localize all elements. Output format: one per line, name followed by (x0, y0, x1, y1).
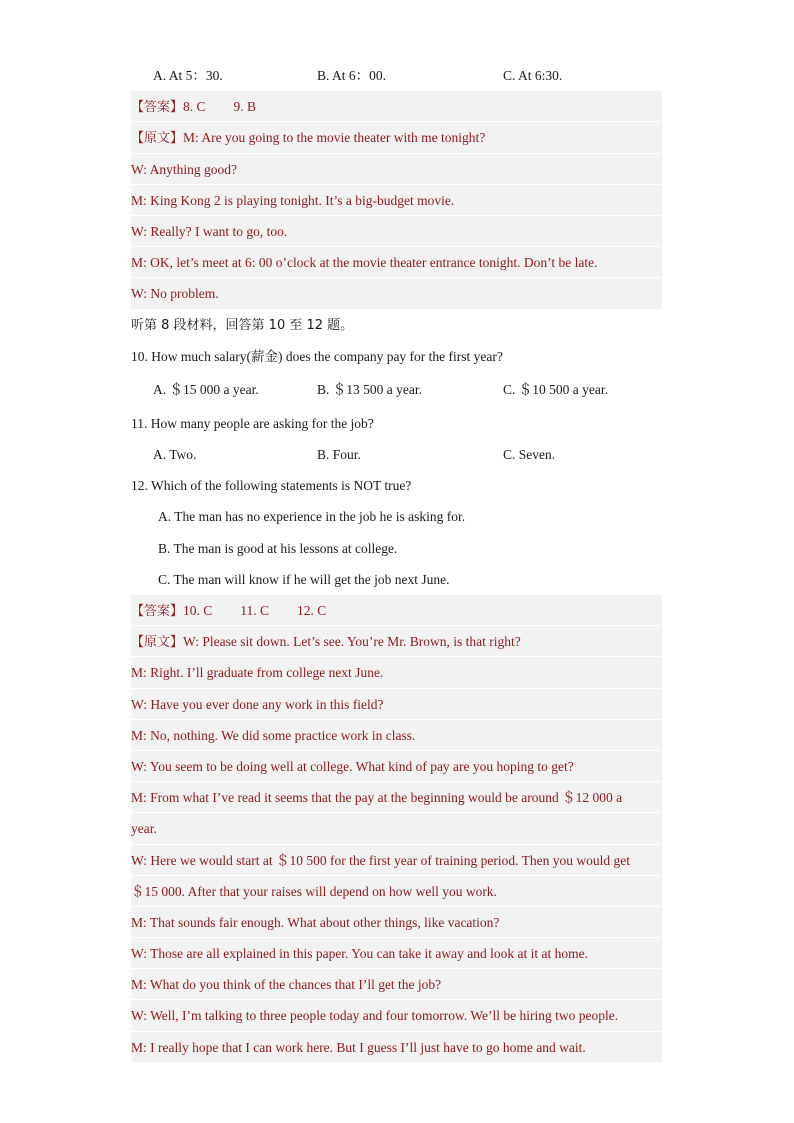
q10-option-a: A. ＄15 000 a year. (153, 381, 259, 397)
answer-12: 12. C (297, 603, 327, 618)
transcript-line: W: No problem. (131, 278, 662, 309)
q9-option-b: B. At 6：00. (317, 68, 387, 83)
q12-option-c: C. The man will know if he will get the job next June. (158, 571, 450, 587)
transcript-line: M: OK, let’s meet at 6: 00 o’clock at the movie theater entrance tonight. Don’t be late. (131, 247, 662, 278)
transcript-line: W: Well, I’m talking to three people today and four tomorrow. We’ll be hiring two people. (131, 1000, 662, 1031)
transcript-line: W: Really? I want to go, too. (131, 216, 662, 247)
transcript-line: M: King Kong 2 is playing tonight. It’s a big-budget movie. (131, 185, 662, 216)
transcript-line: 【原文】M: Are you going to the movie theater with me tonight? (131, 122, 662, 153)
answer-8-9 (131, 91, 662, 122)
transcript-line: W: Those are all explained in this paper. You can take it away and look at it at home. (131, 938, 662, 969)
transcript-line: M: Right. I’ll graduate from college next June. (131, 657, 662, 688)
transcript-line: M: No, nothing. We did some practice work in class. (131, 720, 662, 751)
transcript-line: M: What do you think of the chances that I’ll get the job? (131, 969, 662, 1000)
q12-question: 12. Which of the following statements is NOT true? (131, 478, 412, 494)
q10-option-b: B. ＄13 500 a year. (317, 381, 422, 397)
transcript-line: 【原文】W: Please sit down. Let’s see. You’re Mr. Brown, is that right? (131, 626, 662, 657)
document-page (131, 60, 662, 1063)
q11-option-b: B. Four. (317, 447, 361, 463)
transcript-line: M: From what I’ve read it seems that the pay at the beginning would be around ＄12 000 a (131, 782, 662, 813)
answer-label: 【答案】 (131, 100, 184, 116)
q9-option-c: C. At 6:30. (503, 68, 563, 83)
transcript-label: 【原文】 (131, 131, 184, 147)
q10-question: 10. How much salary(薪金) does the company pay for the first year? (131, 348, 503, 364)
transcript-line: W: You seem to be doing well at college. What kind of pay are you hoping to get? (131, 751, 662, 782)
answer-10-12 (131, 595, 662, 626)
q12-option-b: B. The man is good at his lessons at college. (158, 540, 398, 556)
section-heading: 听第 8 段材料，回答第 10 至 12 题。 (131, 317, 354, 333)
answer-label: 【答案】 (131, 604, 184, 619)
transcript-line: W: Here we would start at ＄10 500 for the first year of training period. Then you would get (131, 845, 662, 876)
answer-11: 11. C (240, 603, 270, 618)
q10-options (131, 372, 662, 408)
transcript-line: W: Anything good? (131, 154, 662, 185)
transcript-label: 【原文】 (131, 635, 184, 651)
q9-options (131, 60, 662, 91)
q11-option-c: C. Seven. (503, 447, 556, 463)
q11-option-a: A. Two. (153, 447, 197, 463)
transcript-line: ＄15 000. After that your raises will depend on how well you work. (131, 876, 662, 907)
transcript-line: year. (131, 813, 662, 844)
q11-question: 11. How many people are asking for the job? (131, 415, 374, 431)
answer-8: 8. C (183, 99, 206, 115)
q9-option-a: A. At 5：30. (153, 68, 223, 83)
transcript-line: M: That sounds fair enough. What about other things, like vacation? (131, 907, 662, 938)
q11-options (131, 439, 662, 470)
q10-option-c: C. ＄10 500 a year. (503, 381, 608, 397)
answer-10: 10. C (183, 603, 213, 618)
transcript-line: M: I really hope that I can work here. But I guess I’ll just have to go home and wait. (131, 1032, 662, 1063)
transcript-line: W: Have you ever done any work in this field? (131, 689, 662, 720)
q12-option-a: A. The man has no experience in the job he is asking for. (158, 509, 466, 525)
answer-9: 9. B (233, 99, 257, 115)
